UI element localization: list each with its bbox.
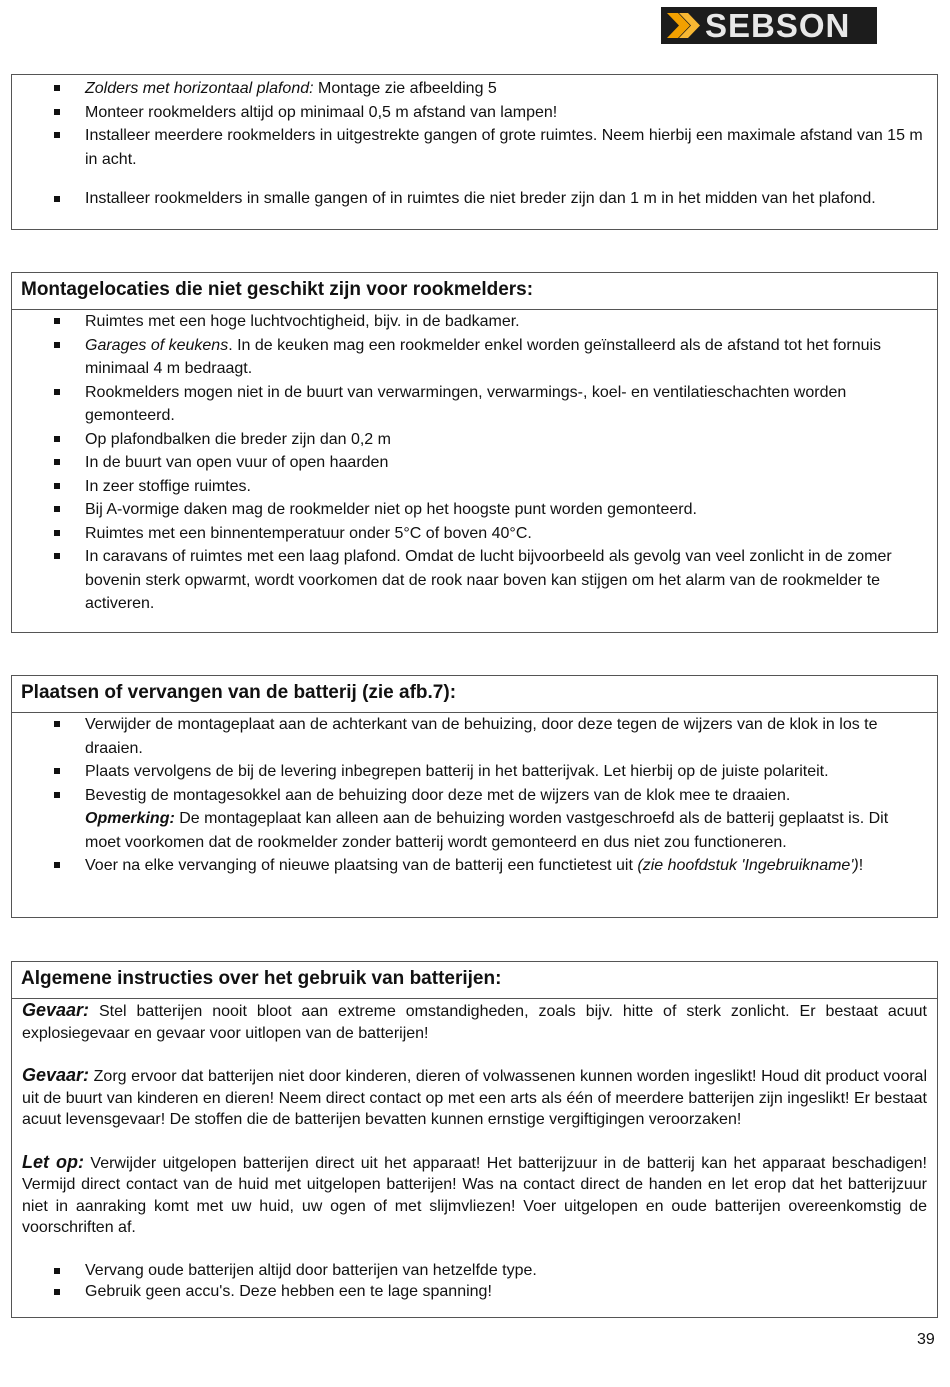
section-heading: Montagelocaties die niet geschikt zijn voor rookmelders: xyxy=(12,273,937,310)
list-item: Garages of keukens. In de keuken mag een rookmelder enkel worden geïnstalleerd als de afstand tot het fornuis minimaal 4 m bedraagt. xyxy=(12,334,937,381)
list-item: In zeer stoffige ruimtes. xyxy=(12,475,937,499)
note-label: Opmerking: xyxy=(85,810,175,827)
list-item: Monteer rookmelders altijd op minimaal 0,5 m afstand van lampen! xyxy=(12,101,937,125)
battery-instructions-box xyxy=(11,961,938,1318)
chevron-logo-icon xyxy=(665,11,705,40)
list-item: Zolders met horizontaal plafond: Montage zie afbeelding 5 xyxy=(12,77,937,101)
unsuitable-locations-list xyxy=(12,310,937,616)
logo-wordmark: SEBSON xyxy=(705,7,851,44)
section-heading: Plaatsen of vervangen van de batterij (zie afb.7): xyxy=(12,676,937,713)
warning-label: Gevaar: xyxy=(22,1065,90,1085)
list-item: Ruimtes met een binnentemperatuur onder 5°C of boven 40°C. xyxy=(12,522,937,546)
warning-label: Gevaar: xyxy=(22,1000,90,1020)
list-item: In de buurt van open vuur of open haarden xyxy=(12,451,937,475)
warning-paragraph: Gevaar: Zorg ervoor dat batterijen niet door kinderen, dieren of volwassenen kunnen worden ingeslikt! Houd dit product vooral uit de buurt van kinderen en dieren! Neem direct contact op met een arts als één of meerdere batterijen zijn ingeslikt! Er bestaat acuut levensgevaar! De stoffen die de batterijen bevatten kunnen ernstige vergiftigingen veroorzaken! xyxy=(22,1065,927,1128)
battery-replacement-box xyxy=(11,675,938,918)
section-heading: Algemene instructies over het gebruik van batterijen: xyxy=(12,962,937,999)
list-item: Vervang oude batterijen altijd door batterijen van hetzelfde type. xyxy=(12,1260,937,1281)
battery-steps-list xyxy=(12,713,937,878)
list-item: Bij A-vormige daken mag de rookmelder niet op het hoogste punt worden gemonteerd. xyxy=(12,498,937,522)
list-item: Bevestig de montagesokkel aan de behuizing door deze met de wijzers van de klok mee te draaien. Opmerking: De montageplaat kan alleen aan de behuizing worden vastgeschroefd als de batterij geplaatst is. Dit moet voorkomen dat de rookmelder zonder batterij wordt gemonteerd en dus niet zou functioneren. xyxy=(12,784,937,855)
list-item: Rookmelders mogen niet in de buurt van verwarmingen, verwarmings-, koel- en ventilatieschachten worden gemonteerd. xyxy=(12,381,937,428)
mounting-tips-list xyxy=(12,77,937,209)
list-item: Plaats vervolgens de bij de levering inbegrepen batterij in het batterijvak. Let hierbij op de juiste polariteit. xyxy=(12,760,937,784)
list-item: Voer na elke vervanging of nieuwe plaatsing van de batterij een functietest uit (zie hoofdstuk 'Ingebruikname')! xyxy=(12,854,937,878)
sebson-logo xyxy=(661,7,877,44)
unsuitable-locations-box xyxy=(11,272,938,633)
mounting-tips-box xyxy=(11,74,938,230)
battery-rules-list xyxy=(12,1260,937,1302)
list-item: Op plafondbalken die breder zijn dan 0,2 m xyxy=(12,428,937,452)
list-item: Verwijder de montageplaat aan de achterkant van de behuizing, door deze tegen de wijzers van de klok in los te draaien. xyxy=(12,713,937,760)
warning-paragraph: Gevaar: Stel batterijen nooit bloot aan extreme omstandigheden, zoals bijv. hitte of sterk zonlicht. Er bestaat acuut explosiegevaar en gevaar voor uitlopen van de batterijen! xyxy=(22,1000,927,1042)
list-item: Gebruik geen accu's. Deze hebben een te lage spanning! xyxy=(12,1281,937,1302)
list-item: In caravans of ruimtes met een laag plafond. Omdat de lucht bijvoorbeeld als gevolg van veel zonlicht in de zomer bovenin sterk opwarmt, wordt voorkomen dat de rook naar boven kan stijgen om het alarm van de rookmelder te activeren. xyxy=(12,545,937,616)
list-item: Installeer meerdere rookmelders in uitgestrekte gangen of grote ruimtes. Neem hierbij een maximale afstand van 15 m in acht. xyxy=(12,124,937,171)
caution-paragraph: Let op: Verwijder uitgelopen batterijen direct uit het apparaat! Het batterijzuur in de batterij kan het apparaat beschadigen! Vermijd direct contact van de huid met uitgelopen batterijen! Was na contact direct de handen en let erop dat het batterijzuur niet in aanraking komt met uw huid, uw ogen of met slijmvliezen! Voer uitgelopen en oude batterijen overeenkomstig de voorschriften af. xyxy=(22,1151,927,1236)
page-number: 39 xyxy=(917,1331,935,1348)
list-item: Ruimtes met een hoge luchtvochtigheid, bijv. in de badkamer. xyxy=(12,310,937,334)
caution-label: Let op: xyxy=(22,1151,84,1172)
list-item: Installeer rookmelders in smalle gangen of in ruimtes die niet breder zijn dan 1 m in het midden van het plafond. xyxy=(12,188,937,209)
